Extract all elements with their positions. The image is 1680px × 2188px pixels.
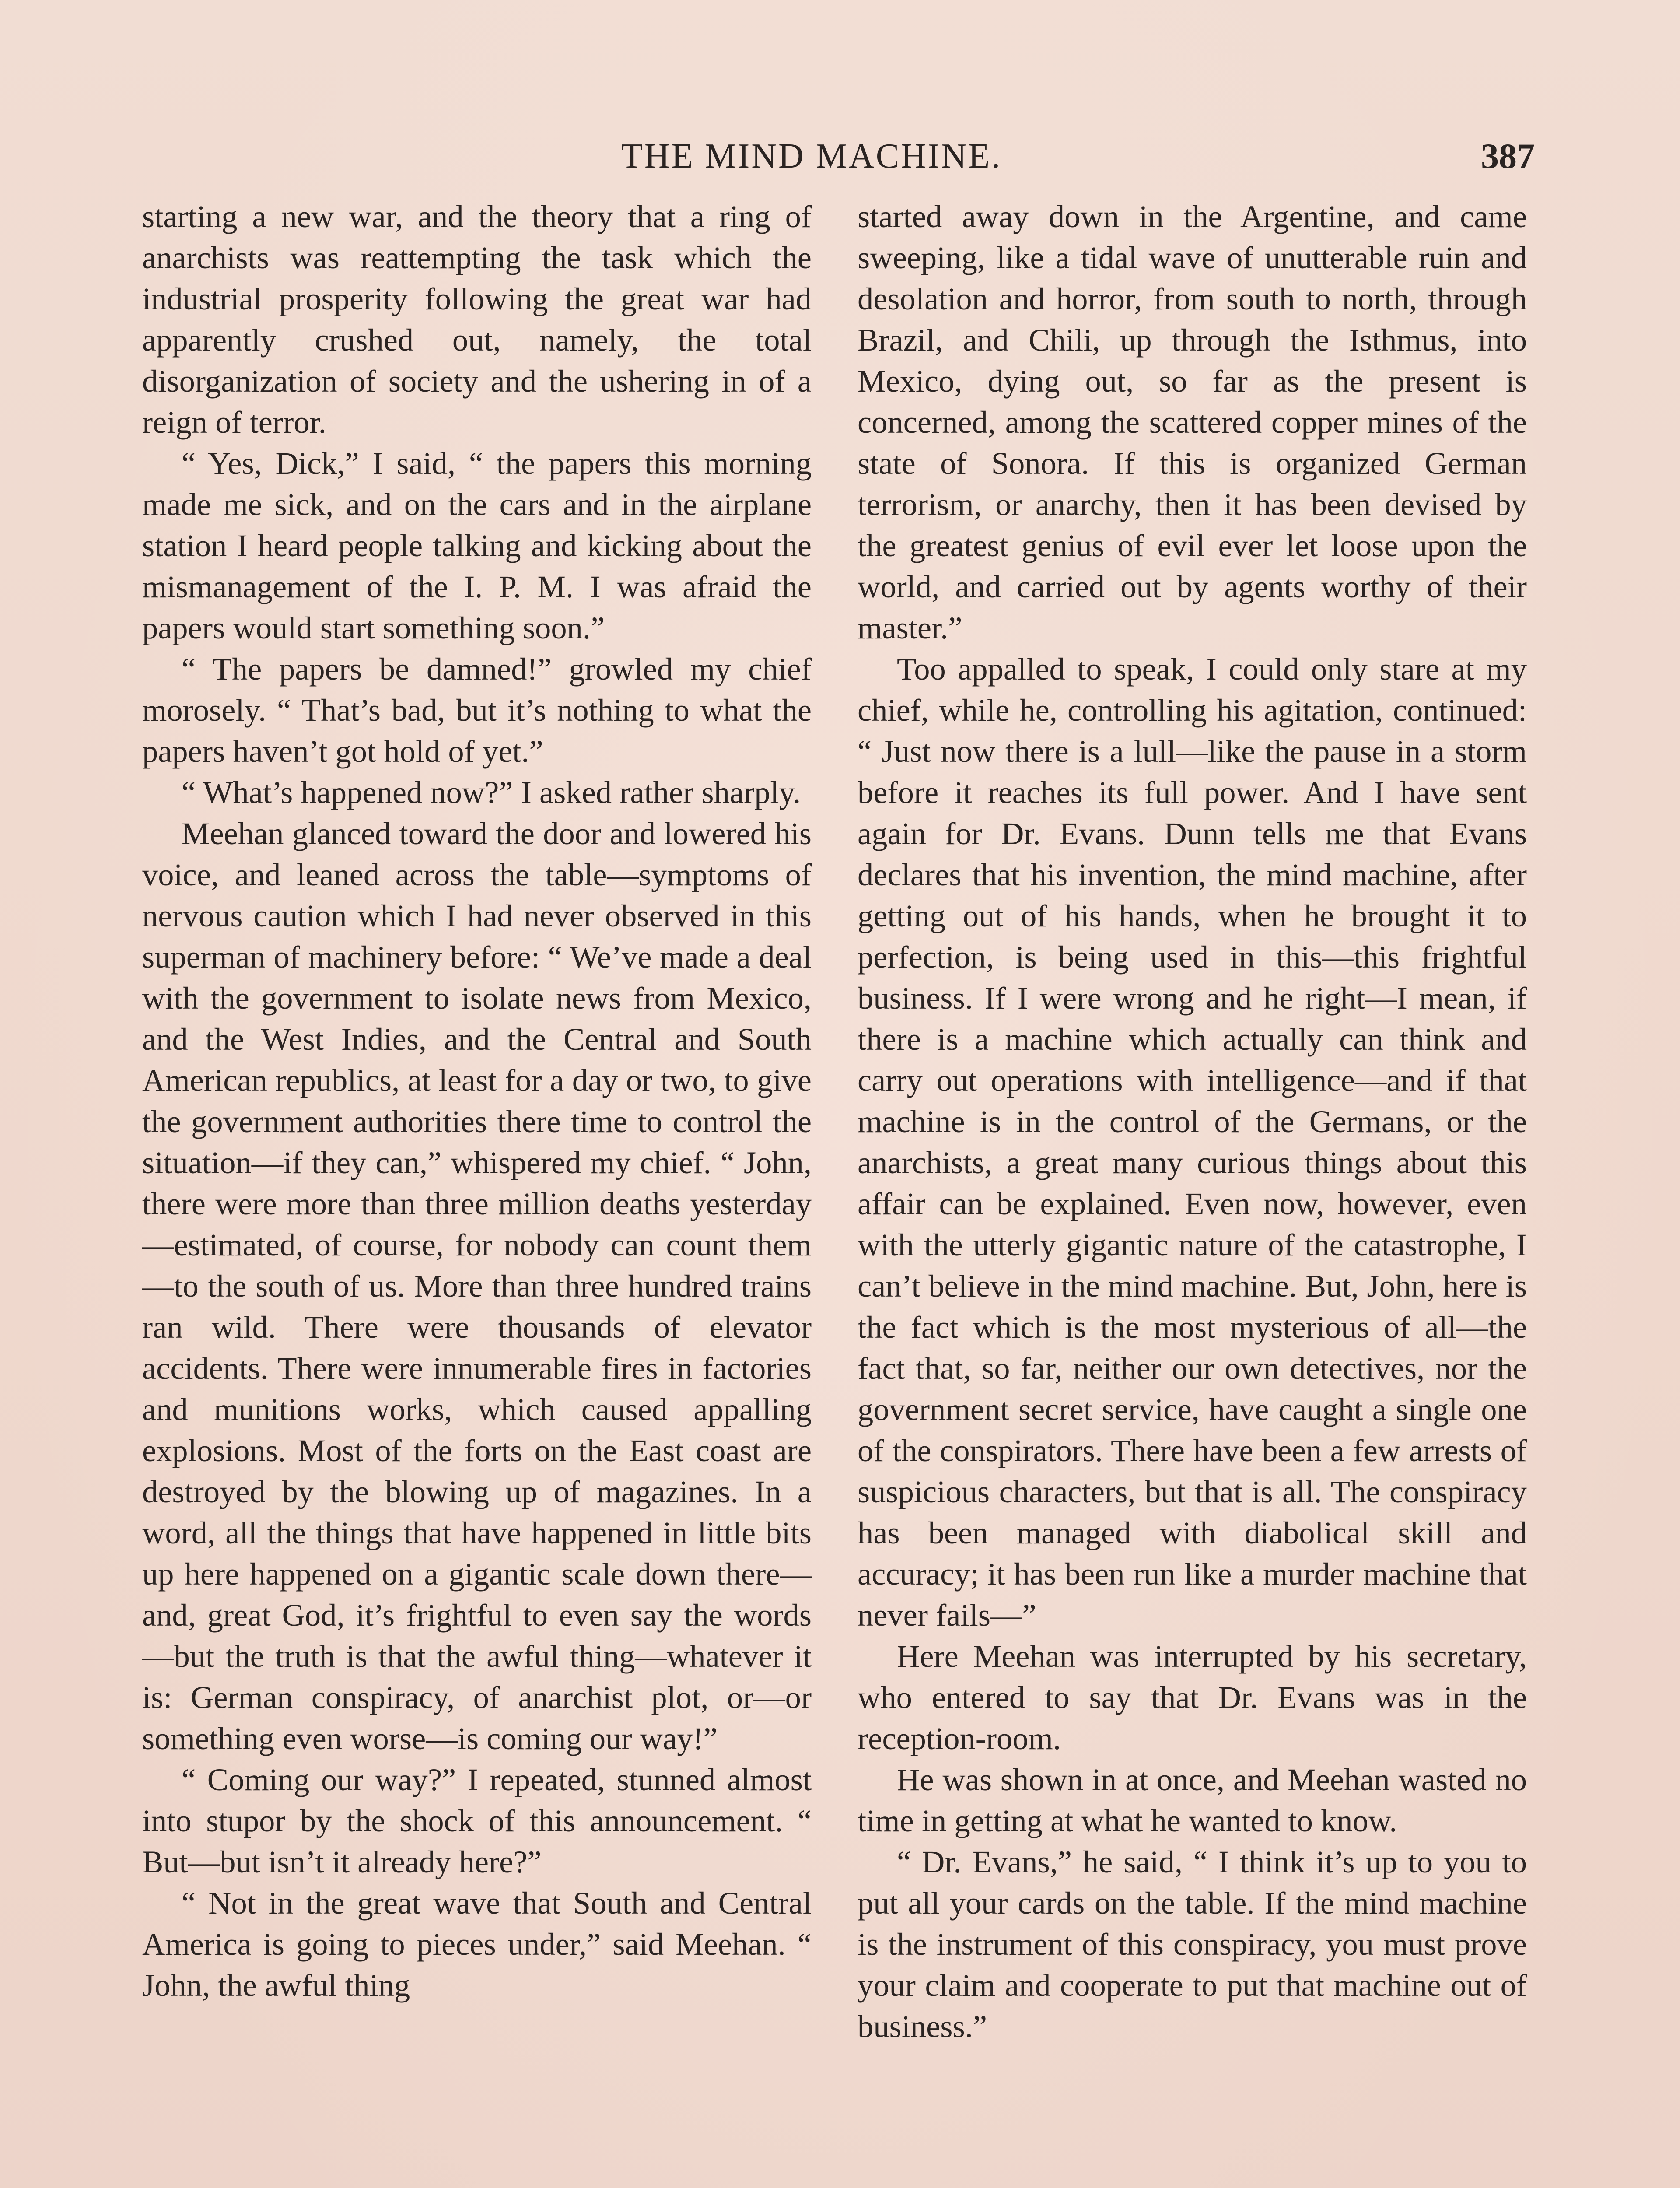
paragraph: “ What’s happened now?” I asked rather sharply. [182, 775, 801, 810]
paragraph: starting a new war, and the theory that a ring of anarchists was reattempting the task which the industrial prosperity following the great war had apparently crushed out, namely, the total disorganization of society and the ushering in of a reign of terror. [142, 199, 812, 440]
paragraph: “ Coming our way?” I repeated, stunned almost into stupor by the shock of this announcement. “ But—but isn’t it already here?” [142, 1762, 812, 1879]
paragraph: “ The papers be damned!” growled my chief morosely. “ That’s bad, but it’s nothing to what the papers haven’t got hold of yet.” [142, 651, 812, 769]
left-column [142, 196, 812, 2006]
paragraph: He was shown in at once, and Meehan wasted no time in getting at what he wanted to know. [858, 1762, 1527, 1838]
paragraph: Too appalled to speak, I could only stare at my chief, while he, controlling his agitation, continued: “ Just now there is a lull—like the pause in a storm before it reaches its full power. And I have sent again for Dr. Evans. Dunn tells me that Evans declares that his invention, the mind machine, after getting out of his hands, when he brought it to perfection, is being used in this—this frightful business. If I were wrong and he right—I mean, if there is a machine which actually can think and carry out operations with intelligence—and if that machine is in the control of the Germans, or the anarchists, a great many curious things about this affair can be explained. Even now, however, even with the utterly gigantic nature of the catastrophe, I can’t believe in the mind machine. But, John, here is the fact which is the most mysterious of all—the fact that, so far, neither our own detectives, nor the government secret service, have caught a single one of the conspirators. There have been a few arrests of suspicious characters, but that is all. The conspiracy has been managed with diabolical skill and accuracy; it has been run like a murder machine that never fails—” [858, 651, 1527, 1633]
paragraph: started away down in the Argentine, and came sweeping, like a tidal wave of unutterable ruin and desolation and horror, from south to north, through Brazil, and Chili, up through the Isthmus, into Mexico, dying out, so far as the present is concerned, among the scattered copper mines of the state of Sonora. If this is organized German terrorism, or anarchy, then it has been devised by the greatest genius of evil ever let loose upon the world, and carried out by agents worthy of their master.” [858, 199, 1527, 645]
paragraph: Meehan glanced toward the door and lowered his voice, and leaned across the table—symptoms of nervous caution which I had never observed in this superman of machinery before: “ We’ve made a deal with the government to isolate news from Mexico, and the West Indies, and the Central and South American republics, at least for a day or two, to give the government authorities there time to control the situation—if they can,” whispered my chief. “ John, there were more than three million deaths yesterday—estimated, of course, for nobody can count them—to the south of us. More than three hundred trains ran wild. There were thousands of elevator accidents. There were innumerable fires in factories and munitions works, which caused appalling explosions. Most of the forts on the East coast are destroyed by the blowing up of magazines. In a word, all the things that have happened in little bits up here happened on a gigantic scale down there—and, great God, it’s frightful to even say the words—but the truth is that the awful thing—whatever it is: German conspiracy, of anarchist plot, or—or something even worse—is coming our way!” [142, 816, 812, 1756]
paragraph: “ Not in the great wave that South and Central America is going to pieces under,” said Meehan. “ John, the awful thing [142, 1885, 812, 2003]
paragraph: Here Meehan was interrupted by his secretary, who entered to say that Dr. Evans was in the reception-room. [858, 1638, 1527, 1756]
paragraph: “ Dr. Evans,” he said, “ I think it’s up to you to put all your cards on the table. If the mind machine is the instrument of this conspiracy, you must prove your claim and cooperate to put that machine out of business.” [858, 1844, 1527, 2044]
paragraph: “ Yes, Dick,” I said, “ the papers this morning made me sick, and on the cars and in the airplane station I heard people talking and kicking about the mismanagement of the I. P. M. I was afraid the papers would start something soon.” [142, 445, 812, 645]
right-column [858, 196, 1527, 2047]
page-number: 387 [1481, 136, 1535, 176]
running-head [0, 132, 1680, 185]
running-title: THE MIND MACHINE. [621, 137, 1002, 175]
